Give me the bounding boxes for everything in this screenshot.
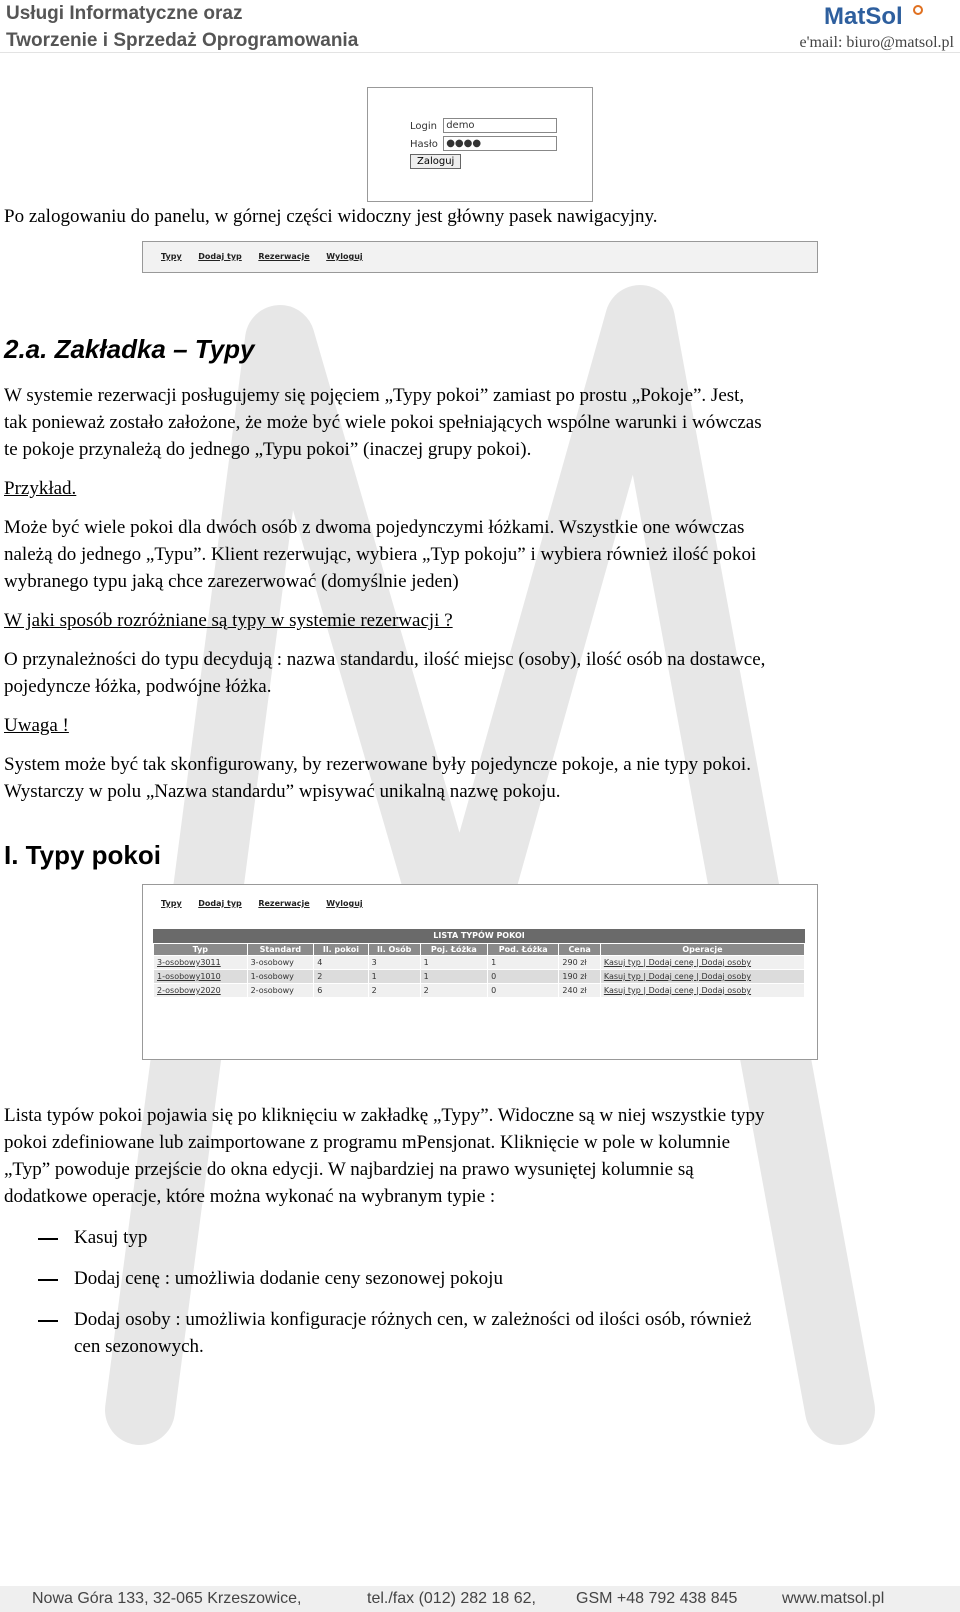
bullet-dash-icon (38, 1279, 58, 1281)
para2-line1: Może być wiele pokoi dla dwóch osób z dwoma pojedynczymi łóżkami. Wszystkie one wówczas (4, 517, 745, 538)
operations-links[interactable]: Kasuj typ | Dodaj cenę | Dodaj osoby (600, 970, 804, 984)
table-cell: 3 (368, 956, 420, 970)
company-line-2: Tworzenie i Sprzedaż Oprogramowania (6, 30, 359, 51)
nav-item-types[interactable]: Typy (161, 899, 182, 908)
para4-line2: Wystarczy w polu „Nazwa standardu” wpisywać unikalną nazwę pokoju. (4, 781, 561, 802)
login-row (410, 118, 557, 133)
types-table-screenshot (142, 884, 818, 1060)
section-heading-i: I. Typy pokoi (4, 840, 161, 870)
operations-links[interactable]: Kasuj typ | Dodaj cenę | Dodaj osoby (600, 956, 804, 970)
login-label: Login (410, 120, 437, 132)
nav-item-add-type[interactable]: Dodaj typ (198, 899, 242, 908)
types-table (153, 943, 805, 998)
login-screenshot (367, 87, 593, 202)
para1-line1: W systemie rezerwacji posługujemy się pojęciem „Typy pokoi” zamiast po prostu „Pokoje”. Jest, (4, 385, 745, 406)
header-email: e'mail: biuro@matsol.pl (799, 34, 954, 51)
type-link[interactable]: 2-osobowy2020 (154, 984, 248, 998)
nav-item-types[interactable]: Typy (161, 252, 182, 261)
col-header: Typ (154, 944, 248, 956)
table-cell: 1 (420, 956, 487, 970)
para1-line2: tak ponieważ zostało założone, że może być wiele pokoi spełniających wspólne warunki i wówczas (4, 412, 762, 433)
para3-line1: O przynależności do typu decydują : nazwa standardu, ilość miejsc (osoby), ilość osób na dostawce, (4, 649, 766, 670)
nav-item-reservations[interactable]: Rezerwacje (258, 899, 310, 908)
nav-links (161, 252, 377, 261)
company-line-1: Usługi Informatyczne oraz (6, 3, 243, 24)
table-cell: 240 zł (559, 984, 600, 998)
table-row (154, 956, 805, 970)
footer-address: Nowa Góra 133, 32-065 Krzeszowice, (32, 1590, 302, 1607)
table-cell: 3-osobowy (247, 956, 314, 970)
col-header: Il. Osób (368, 944, 420, 956)
table-cell: 2 (314, 970, 368, 984)
table-row (154, 984, 805, 998)
intro-text: Po zalogowaniu do panelu, w górnej części widoczny jest główny pasek nawigacyjny. (4, 206, 658, 227)
table-cell: 0 (488, 984, 559, 998)
example-label: Przykład. (4, 478, 77, 499)
para3-line2: pojedyncze łóżka, podwójne łóżka. (4, 676, 272, 697)
list-para-line1: Lista typów pokoi pojawia się po kliknięciu w zakładkę „Typy”. Widoczne są w niej wszystkie typy (4, 1105, 765, 1126)
col-header: Poj. Łóżka (420, 944, 487, 956)
table-cell: 2 (368, 984, 420, 998)
table-header-row (154, 944, 805, 956)
bullet-dash-icon (38, 1238, 58, 1240)
type-link[interactable]: 3-osobowy3011 (154, 956, 248, 970)
bullet-item: Dodaj cenę : umożliwia dodanie ceny sezonowej pokoju (74, 1268, 503, 1289)
table-cell: 2-osobowy (247, 984, 314, 998)
password-row (410, 136, 557, 151)
table-cell: 2 (420, 984, 487, 998)
password-input[interactable]: ●●●● (443, 136, 557, 151)
operations-links[interactable]: Kasuj typ | Dodaj cenę | Dodaj osoby (600, 984, 804, 998)
footer-gsm: GSM +48 792 438 845 (576, 1590, 738, 1607)
table-nav-links (161, 899, 377, 908)
type-link[interactable]: 1-osobowy1010 (154, 970, 248, 984)
bullet-item: Dodaj osoby : umożliwia konfiguracje różnych cen, w zależności od ilości osób, również (74, 1309, 752, 1330)
list-para-line2: pokoi zdefiniowane lub zaimportowane z programu mPensjonat. Kliknięcie w pole w kolumnie (4, 1132, 731, 1153)
table-cell: 1-osobowy (247, 970, 314, 984)
table-row (154, 970, 805, 984)
para2-line3: wybranego typu jaką chce zarezerwować (domyślnie jeden) (4, 571, 459, 592)
note-label: Uwaga ! (4, 715, 69, 736)
para4-line1: System może być tak skonfigurowany, by rezerwowane były pojedyncze pokoje, a nie typy pokoi. (4, 754, 751, 775)
table-cell: 6 (314, 984, 368, 998)
bullet-item-continuation: cen sezonowych. (74, 1336, 204, 1357)
bullet-dash-icon (38, 1320, 58, 1322)
login-input[interactable]: demo (443, 118, 557, 133)
header-divider (0, 52, 960, 53)
table-cell: 1 (488, 956, 559, 970)
table-cell: 1 (368, 970, 420, 984)
footer-phone: tel./fax (012) 282 18 62, (367, 1590, 536, 1607)
col-header: Operacje (600, 944, 804, 956)
col-header: Cena (559, 944, 600, 956)
col-header: Il. pokoi (314, 944, 368, 956)
table-cell: 290 zł (559, 956, 600, 970)
login-button[interactable]: Zaloguj (410, 154, 461, 169)
bullet-item: Kasuj typ (74, 1227, 148, 1248)
table-cell: 190 zł (559, 970, 600, 984)
password-label: Hasło (410, 138, 438, 150)
navbar-screenshot (142, 241, 818, 273)
nav-item-add-type[interactable]: Dodaj typ (198, 252, 242, 261)
col-header: Pod. Łóżka (488, 944, 559, 956)
question-text: W jaki sposób rozróżniane są typy w systemie rezerwacji ? (4, 610, 453, 631)
logo-text: MatSol (824, 3, 903, 30)
page-footer (0, 1586, 960, 1612)
col-header: Standard (247, 944, 314, 956)
logo-mark-icon (914, 6, 922, 14)
para2-line2: należą do jednego „Typu”. Klient rezerwując, wybiera „Typ pokoju” i wybiera również ilość pokoi (4, 544, 757, 565)
table-cell: 1 (420, 970, 487, 984)
table-cell: 0 (488, 970, 559, 984)
table-cell: 4 (314, 956, 368, 970)
nav-item-reservations[interactable]: Rezerwacje (258, 252, 310, 261)
para1-line3: te pokoje przynależą do jednego „Typu pokoi” (inaczej grupy pokoi). (4, 439, 532, 460)
list-para-line4: dodatkowe operacje, które można wykonać na wybranym typie : (4, 1186, 496, 1207)
footer-web[interactable]: www.matsol.pl (782, 1590, 885, 1607)
nav-item-logout[interactable]: Wyloguj (326, 899, 363, 908)
types-table-title: LISTA TYPÓW POKOI (153, 929, 805, 943)
company-header (6, 0, 358, 54)
section-heading-2a: 2.a. Zakładka – Typy (4, 334, 255, 364)
matsol-logo (824, 0, 936, 32)
list-para-line3: „Typ” powoduje przejście do okna edycji. W najbardziej na prawo wysuniętej kolumnie są (4, 1159, 694, 1180)
nav-item-logout[interactable]: Wyloguj (326, 252, 363, 261)
